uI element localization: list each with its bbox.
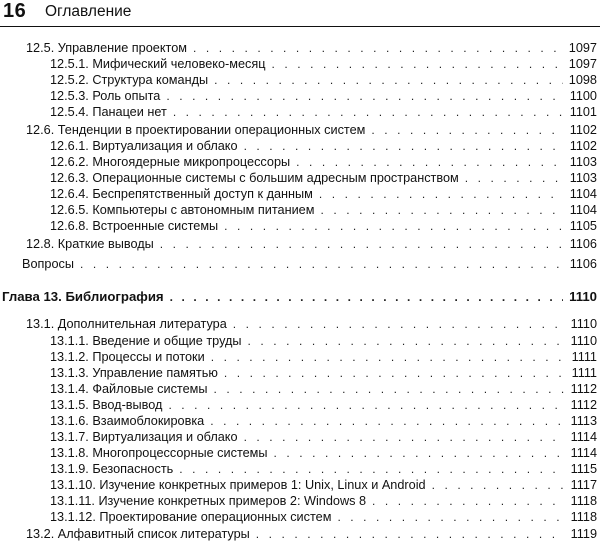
toc-entry-page: 1111 (571, 350, 597, 364)
dot-leader (465, 170, 564, 186)
dot-leader (160, 236, 564, 252)
toc-entry-13-1-2[interactable] (50, 349, 597, 365)
toc-entry-title: 12.5.2. Структура команды (50, 73, 209, 87)
dot-leader (244, 138, 564, 154)
toc-entry-page: 1112 (570, 382, 597, 396)
dot-leader (193, 40, 563, 56)
dot-leader (256, 526, 565, 542)
toc-entry-title: 12.6.8. Встроенные системы (50, 219, 219, 233)
toc-entry-13-1-12[interactable] (50, 509, 597, 525)
toc-entry-page: 1118 (570, 494, 597, 508)
toc-entry-chapter-13[interactable] (2, 289, 597, 305)
dot-leader (320, 202, 563, 218)
toc-entry-title: 13.1.9. Безопасность (50, 462, 174, 476)
toc-entry-12-5-1[interactable] (50, 56, 597, 72)
toc-entry-page: 1106 (569, 237, 597, 251)
toc-entry-title: 13.1.8. Многопроцессорные системы (50, 446, 268, 460)
toc-entry-13-1-11[interactable] (50, 493, 597, 509)
toc-entry-page: 1110 (569, 289, 597, 304)
dot-leader (80, 256, 564, 272)
toc-entry-page: 1101 (569, 105, 597, 119)
toc-entry-13-1-9[interactable] (50, 461, 597, 477)
toc-entry-12-6[interactable] (26, 122, 597, 138)
toc-entry-title: Вопросы (22, 257, 74, 271)
toc-entry-page: 1097 (568, 57, 597, 71)
dot-leader (233, 316, 565, 332)
toc-entry-12-6-4[interactable] (50, 186, 597, 202)
toc-entry-page: 1110 (570, 334, 597, 348)
toc-entry-page: 1114 (570, 446, 597, 460)
dot-leader (214, 72, 563, 88)
toc-entry-title: 13.1.3. Управление памятью (50, 366, 218, 380)
toc-entry-page: 1097 (568, 41, 597, 55)
toc-entry-page: 1102 (569, 139, 597, 153)
toc-entry-13-1-3[interactable] (50, 365, 597, 381)
toc-entry-page: 1105 (569, 219, 597, 233)
toc-entry-page: 1098 (568, 73, 597, 87)
toc-entry-title: 12.6.2. Многоядерные микропроцессоры (50, 155, 291, 169)
toc-entry-title: 13.1.4. Файловые системы (50, 382, 208, 396)
page-number: 16 (3, 0, 27, 22)
toc-entry-12-5-3[interactable] (50, 88, 597, 104)
toc-entry-12-6-8[interactable] (50, 218, 597, 234)
toc-entry-page: 1119 (570, 527, 597, 541)
dot-leader (371, 122, 563, 138)
toc-entry-title: 13.1.2. Процессы и потоки (50, 350, 205, 364)
dot-leader (372, 493, 565, 509)
toc-entry-13-1-7[interactable] (50, 429, 597, 445)
dot-leader (210, 413, 564, 429)
toc-entry-12-6-2[interactable] (50, 154, 597, 170)
toc-entry-page: 1100 (569, 89, 597, 103)
toc-entry-13-1-5[interactable] (50, 397, 597, 413)
toc-entry-title: 13.1.12. Проектирование операционных систем (50, 510, 332, 524)
toc-entry-12-5-4[interactable] (50, 104, 597, 120)
toc-entry-title: 13.1.6. Взаимоблокировка (50, 414, 205, 428)
toc-entry-title: 13.1.1. Введение и общие труды (50, 334, 242, 348)
toc-entry-title: 12.5.4. Панацеи нет (50, 105, 167, 119)
toc-entry-title: 13.2. Алфавитный список литературы (26, 527, 250, 541)
dot-leader (211, 349, 566, 365)
toc-entry-13-1-10[interactable] (50, 477, 597, 493)
toc-entry-page: 1106 (569, 257, 597, 271)
toc-entry-title: 13.1.5. Ввод-вывод (50, 398, 163, 412)
toc-entry-page: 1103 (569, 171, 597, 185)
toc-entry-title: 12.8. Краткие выводы (26, 237, 154, 251)
toc-entry-page: 1110 (570, 317, 597, 331)
dot-leader (274, 445, 565, 461)
toc-entry-page: 1103 (569, 155, 597, 169)
toc-entry-13-1-6[interactable] (50, 413, 597, 429)
running-title: Оглавление (45, 3, 132, 20)
toc-entry-12-8[interactable] (26, 236, 597, 252)
toc-entry-title: 13.1.7. Виртуализация и облако (50, 430, 238, 444)
dot-leader (432, 477, 565, 493)
toc-entry-title: 12.5. Управление проектом (26, 41, 187, 55)
dot-leader (272, 56, 563, 72)
toc-entry-title: 12.6.4. Беспрепятственный доступ к данным (50, 187, 313, 201)
toc-entry-12-6-3[interactable] (50, 170, 597, 186)
toc-entry-title: 12.6.5. Компьютеры с автономным питанием (50, 203, 315, 217)
dot-leader (166, 88, 563, 104)
toc-entry-title: Глава 13. Библиография (2, 289, 164, 304)
toc-entry-page: 1104 (569, 187, 597, 201)
dot-leader (168, 397, 564, 413)
toc-entry-page: 1112 (570, 398, 597, 412)
toc-entry-title: 12.6.1. Виртуализация и облако (50, 139, 238, 153)
toc-entry-title: 13.1.10. Изучение конкретных примеров 1: Unix, Linux и Android (50, 478, 426, 492)
toc-entry-page: 1102 (569, 123, 597, 137)
toc-entry-13-1[interactable] (26, 316, 597, 332)
toc-entry-12-6-1[interactable] (50, 138, 597, 154)
dot-leader (248, 333, 565, 349)
dot-leader (170, 289, 563, 305)
toc-entry-page: 1113 (570, 414, 597, 428)
toc-entry-title: 12.6.3. Операционные системы с большим адресным пространством (50, 171, 459, 185)
dot-leader (337, 509, 564, 525)
dot-leader (319, 186, 564, 202)
toc-entry-questions[interactable] (22, 256, 597, 272)
dot-leader (179, 461, 564, 477)
toc-entry-13-1-8[interactable] (50, 445, 597, 461)
toc-entry-title: 12.5.3. Роль опыта (50, 89, 161, 103)
dot-leader (224, 365, 566, 381)
toc-entry-12-6-5[interactable] (50, 202, 597, 218)
toc-entry-13-2[interactable] (26, 526, 597, 542)
dot-leader (173, 104, 564, 120)
toc-entry-title: 13.1. Дополнительная литература (26, 317, 227, 331)
toc-entry-title: 12.6. Тенденции в проектировании операционных систем (26, 123, 366, 137)
toc-entry-page: 1111 (571, 366, 597, 380)
dot-leader (244, 429, 565, 445)
toc-entry-page: 1104 (569, 203, 597, 217)
dot-leader (296, 154, 564, 170)
toc-entry-13-1-4[interactable] (50, 381, 597, 397)
toc-entry-title: 13.1.11. Изучение конкретных примеров 2: Windows 8 (50, 494, 367, 508)
toc-entry-12-5[interactable] (26, 40, 597, 56)
toc-entry-13-1-1[interactable] (50, 333, 597, 349)
dot-leader (224, 218, 564, 234)
toc-entry-page: 1117 (570, 478, 597, 492)
toc-entry-12-5-2[interactable] (50, 72, 597, 88)
dot-leader (214, 381, 565, 397)
toc-entry-page: 1115 (570, 462, 597, 476)
toc-entry-title: 12.5.1. Мифический человеко-месяц (50, 57, 266, 71)
toc-entry-page: 1114 (570, 430, 597, 444)
toc-entry-page: 1118 (570, 510, 597, 524)
